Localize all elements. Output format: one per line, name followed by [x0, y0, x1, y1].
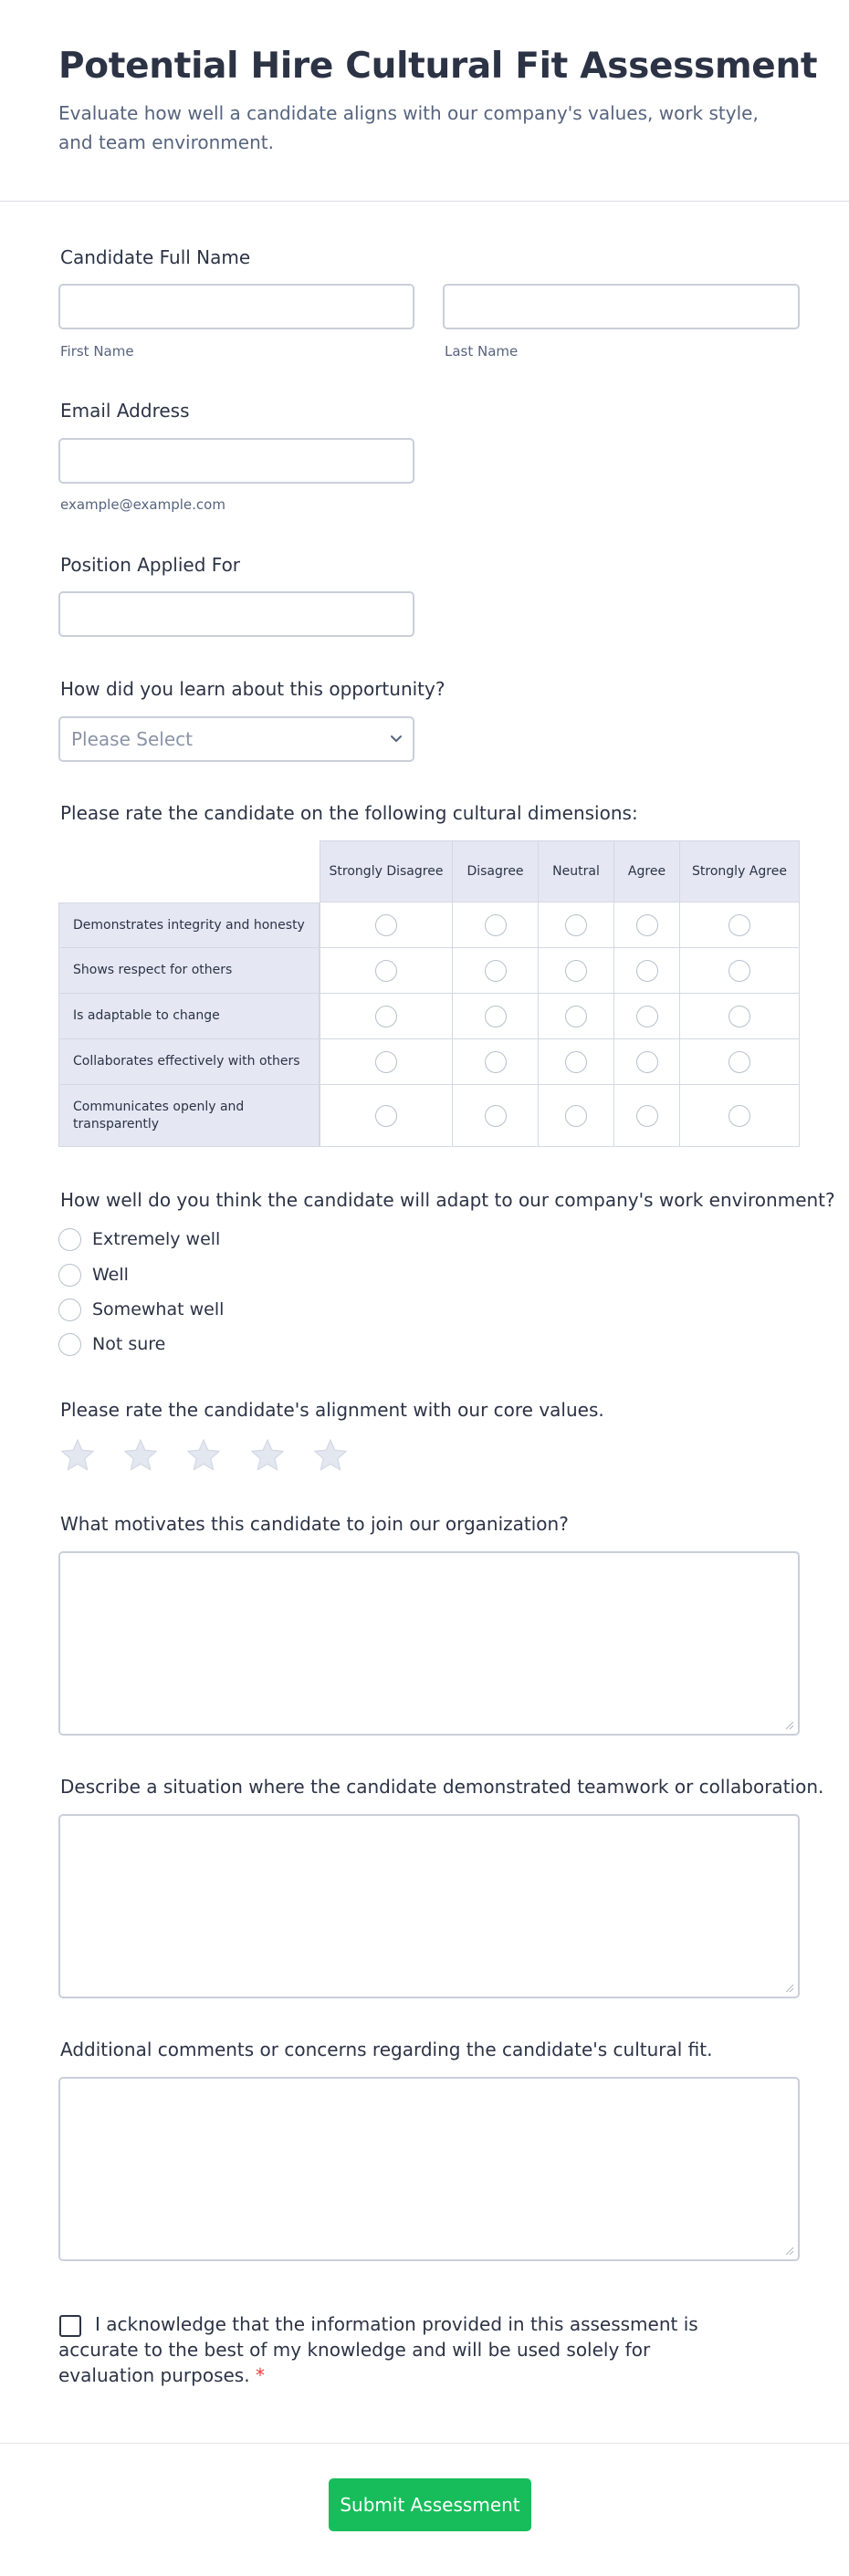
first-name-input[interactable]	[58, 284, 414, 329]
source-label: How did you learn about this opportunity?	[60, 678, 445, 700]
option-label: Not sure	[92, 1334, 166, 1354]
matrix-radio-button[interactable]	[728, 960, 750, 982]
matrix-radio-button[interactable]	[636, 1051, 658, 1073]
matrix-radio-button[interactable]	[728, 1051, 750, 1073]
matrix-radio-button[interactable]	[565, 960, 587, 982]
acknowledgement-label: I acknowledge that the information provided in this assessment is accurate to the best of my knowledge and will be used solely for evaluation purposes.	[58, 2313, 698, 2386]
submit-button[interactable]: Submit Assessment	[329, 2478, 531, 2531]
position-label: Position Applied For	[60, 554, 241, 576]
star-icon[interactable]	[248, 1437, 287, 1474]
option-label: Well	[92, 1265, 129, 1285]
first-name-sublabel: First Name	[60, 343, 134, 360]
motivation-textarea[interactable]	[58, 1551, 800, 1736]
matrix-cell	[320, 1085, 453, 1147]
position-input[interactable]	[58, 591, 414, 637]
adapt-option-somewhat-well[interactable]	[58, 1298, 224, 1321]
source-select-value: Please Select	[71, 728, 193, 750]
matrix-radio-button[interactable]	[375, 1051, 397, 1073]
matrix-col-neutral: Neutral	[539, 840, 614, 902]
matrix-cell	[539, 948, 614, 994]
candidate-name-label: Candidate Full Name	[60, 246, 251, 268]
matrix-row-label: Demonstrates integrity and honesty	[58, 902, 320, 948]
matrix-cell	[680, 902, 800, 948]
matrix-radio-button[interactable]	[485, 1051, 507, 1073]
matrix-cell	[453, 948, 539, 994]
option-label: Somewhat well	[92, 1299, 225, 1319]
matrix-radio-button[interactable]	[636, 960, 658, 982]
matrix-cell	[614, 1039, 680, 1085]
matrix-cell	[614, 994, 680, 1039]
acknowledgement-text	[58, 2311, 716, 2388]
matrix-cell	[453, 902, 539, 948]
matrix-radio-button[interactable]	[485, 1105, 507, 1127]
source-select[interactable]	[58, 716, 414, 762]
radio-button[interactable]	[58, 1333, 81, 1356]
matrix-cell	[539, 1085, 614, 1147]
matrix-radio-button[interactable]	[375, 914, 397, 936]
star-icon[interactable]	[121, 1437, 160, 1474]
matrix-col-disagree: Disagree	[453, 840, 539, 902]
matrix-radio-button[interactable]	[565, 1006, 587, 1027]
matrix-cell	[680, 1085, 800, 1147]
matrix-radio-button[interactable]	[565, 1051, 587, 1073]
radio-button[interactable]	[58, 1264, 81, 1287]
matrix-cell	[453, 994, 539, 1039]
adapt-option-extremely-well[interactable]	[58, 1227, 220, 1251]
matrix-radio-button[interactable]	[636, 1006, 658, 1027]
last-name-sublabel: Last Name	[445, 343, 519, 360]
last-name-input[interactable]	[443, 284, 800, 329]
matrix-radio-button[interactable]	[728, 914, 750, 936]
matrix-radio-button[interactable]	[636, 1105, 658, 1127]
matrix-row-label: Communicates openly and transparently	[58, 1085, 320, 1147]
adapt-option-not-sure[interactable]	[58, 1332, 165, 1356]
email-input[interactable]	[58, 438, 414, 484]
resize-grip-icon[interactable]	[785, 1984, 794, 1993]
matrix-cell	[614, 1085, 680, 1147]
matrix-col-agree: Agree	[614, 840, 680, 902]
matrix-row-label: Is adaptable to change	[58, 994, 320, 1039]
matrix-col-strongly-agree: Strongly Agree	[680, 840, 800, 902]
radio-button[interactable]	[58, 1298, 81, 1321]
matrix-cell	[320, 902, 453, 948]
form-header	[0, 0, 849, 202]
matrix-row-label: Collaborates effectively with others	[58, 1039, 320, 1085]
matrix-cell	[680, 994, 800, 1039]
teamwork-textarea[interactable]	[58, 1814, 800, 1998]
resize-grip-icon[interactable]	[785, 2247, 794, 2256]
values-rating-label: Please rate the candidate's alignment with our core values.	[60, 1399, 604, 1421]
matrix-radio-button[interactable]	[485, 1006, 507, 1027]
radio-button[interactable]	[58, 1228, 81, 1251]
comments-textarea[interactable]	[58, 2077, 800, 2261]
matrix-col-strongly-disagree: Strongly Disagree	[320, 840, 453, 902]
matrix-cell	[320, 948, 453, 994]
matrix-radio-button[interactable]	[565, 914, 587, 936]
star-icon[interactable]	[184, 1437, 223, 1474]
matrix-cell	[539, 1039, 614, 1085]
matrix-radio-button[interactable]	[728, 1006, 750, 1027]
matrix-radio-button[interactable]	[565, 1105, 587, 1127]
matrix-radio-button[interactable]	[728, 1105, 750, 1127]
matrix-cell	[320, 994, 453, 1039]
matrix-cell	[680, 1039, 800, 1085]
option-label: Extremely well	[92, 1229, 221, 1249]
matrix-cell	[320, 1039, 453, 1085]
required-mark: *	[255, 2364, 265, 2386]
matrix-cell	[539, 902, 614, 948]
matrix-cell	[614, 902, 680, 948]
chevron-down-icon	[389, 731, 404, 746]
adapt-option-well[interactable]	[58, 1263, 129, 1287]
matrix-cell	[539, 994, 614, 1039]
page-title: Potential Hire Cultural Fit Assessment	[58, 46, 818, 87]
matrix-radio-button[interactable]	[375, 960, 397, 982]
matrix-row-label: Shows respect for others	[58, 948, 320, 994]
matrix-radio-button[interactable]	[485, 914, 507, 936]
matrix-label: Please rate the candidate on the following cultural dimensions:	[60, 802, 638, 824]
matrix-radio-button[interactable]	[636, 914, 658, 936]
footer-divider	[0, 2443, 849, 2444]
email-label: Email Address	[60, 400, 190, 422]
star-icon[interactable]	[58, 1437, 97, 1474]
matrix-cell	[453, 1039, 539, 1085]
comments-label: Additional comments or concerns regarding the candidate's cultural fit.	[60, 2039, 713, 2060]
teamwork-label: Describe a situation where the candidate demonstrated teamwork or collaboration.	[60, 1776, 824, 1798]
rating-matrix	[58, 840, 800, 1147]
matrix-cell	[614, 948, 680, 994]
page-subtitle: Evaluate how well a candidate aligns with our company's values, work style, and team environment.	[58, 102, 759, 153]
adapt-question-label: How well do you think the candidate will adapt to our company's work environment?	[60, 1189, 835, 1211]
matrix-radio-button[interactable]	[375, 1006, 397, 1027]
acknowledgement-checkbox[interactable]	[59, 2315, 81, 2337]
matrix-radio-button[interactable]	[375, 1105, 397, 1127]
motivation-label: What motivates this candidate to join our organization?	[60, 1513, 569, 1535]
email-sublabel: example@example.com	[60, 496, 225, 513]
matrix-cell	[453, 1085, 539, 1147]
star-icon[interactable]	[311, 1437, 350, 1474]
matrix-cell	[680, 948, 800, 994]
resize-grip-icon[interactable]	[785, 1721, 794, 1730]
matrix-radio-button[interactable]	[485, 960, 507, 982]
